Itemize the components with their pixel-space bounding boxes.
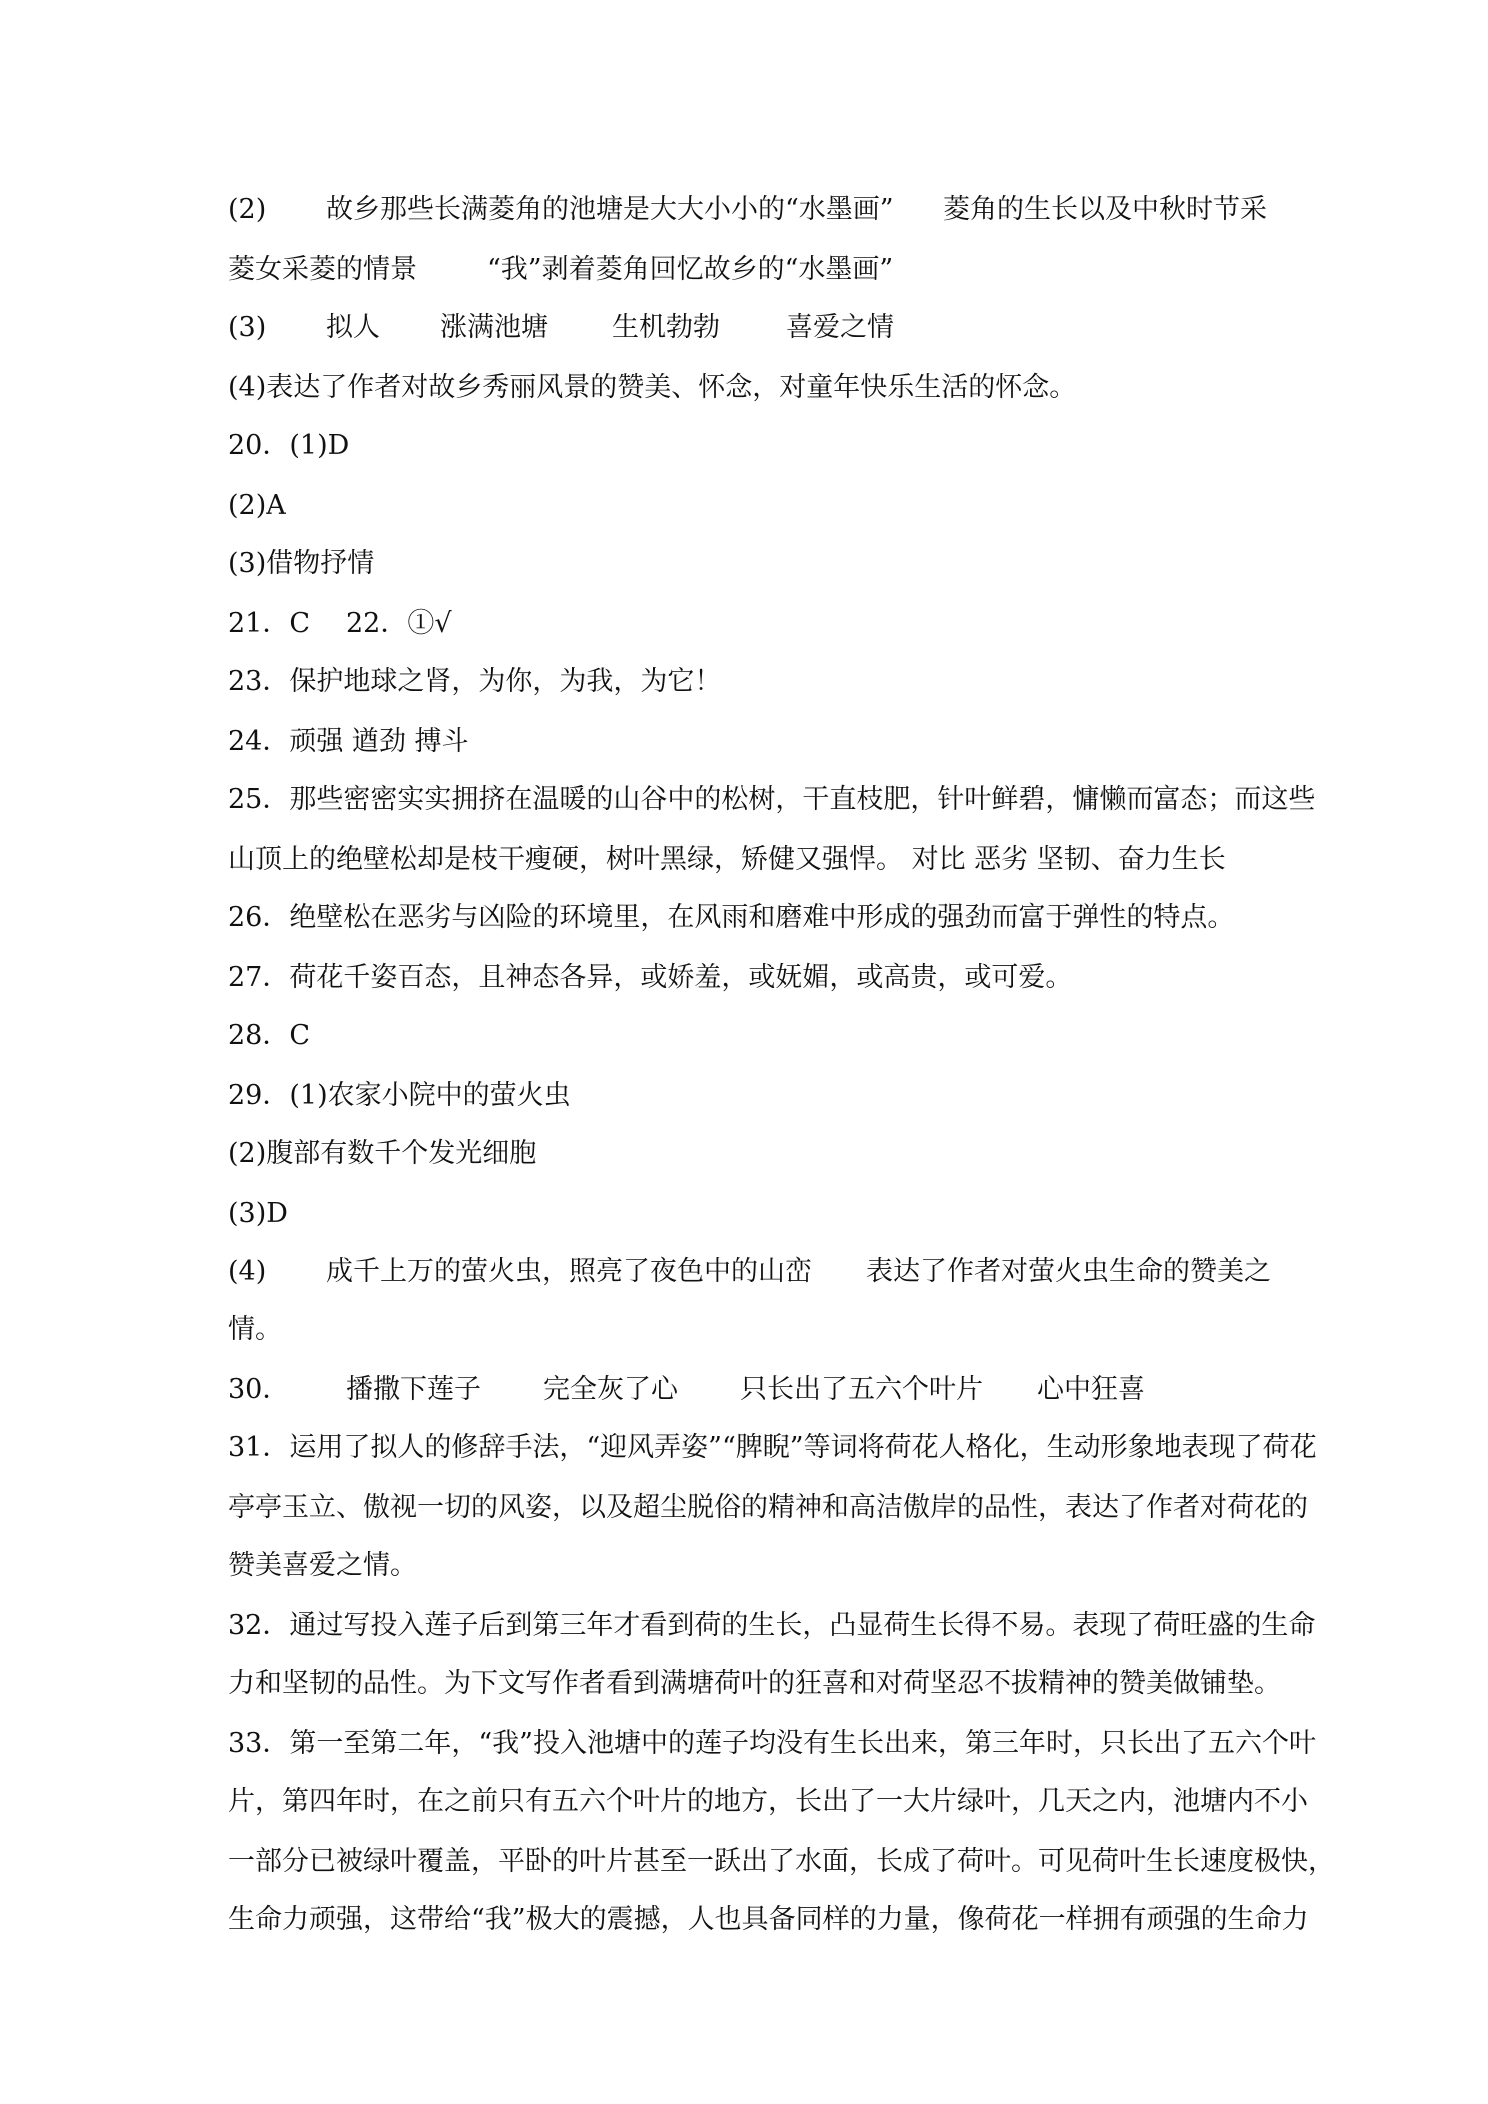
answer-text: 20．(1)D	[228, 430, 350, 461]
answer-text: 31．运用了拟人的修辞手法，“迎风弄姿”“脾睨”等词将荷花人格化，生动形象地表现了荷花	[228, 1432, 1317, 1463]
answer-text: (2)A	[228, 490, 286, 521]
answer-segment: 播撒下莲子	[346, 1374, 481, 1405]
answer-segment: 拟人	[326, 312, 380, 343]
answer-text: 一部分已被绿叶覆盖，平卧的叶片甚至一跃出了水面，长成了荷叶。可见荷叶生长速度极快，	[228, 1846, 1335, 1877]
answer-text: 亭亭玉立、傲视一切的风姿，以及超尘脱俗的精神和高洁傲岸的品性，表达了作者对荷花的	[228, 1492, 1308, 1523]
answer-segment: 喜爱之情	[786, 312, 894, 343]
answer-text: (4)表达了作者对故乡秀丽风景的赞美、怀念，对童年快乐生活的怀念。	[228, 372, 1077, 403]
answer-text: 赞美喜爱之情。	[228, 1550, 417, 1581]
answer-marker: (2)	[228, 194, 267, 225]
answer-segment: 只长出了五六个叶片	[740, 1374, 983, 1405]
answer-text: 28．C	[228, 1020, 311, 1051]
answer-text: 33．第一至第二年，“我”投入池塘中的莲子均没有生长出来，第三年时，只长出了五六个叶	[228, 1728, 1316, 1759]
answer-marker: 30．	[228, 1374, 290, 1405]
answer-text: 生命力顽强，这带给“我”极大的震撼，人也具备同样的力量，像荷花一样拥有顽强的生命力	[228, 1904, 1309, 1935]
answer-text: 片，第四年时，在之前只有五六个叶片的地方，长出了一大片绿叶，几天之内，池塘内不小	[228, 1786, 1308, 1817]
answer-text: 26．绝壁松在恶劣与凶险的环境里，在风雨和磨难中形成的强劲而富于弹性的特点。	[228, 902, 1235, 933]
answer-segment: 表达了作者对萤火虫生命的赞美之	[866, 1256, 1271, 1287]
answer-text: 25．那些密密实实拥挤在温暖的山谷中的松树，干直枝肥，针叶鲜碧，慵懒而富态；而这些	[228, 784, 1316, 815]
answer-text: 29．(1)农家小院中的萤火虫	[228, 1080, 571, 1111]
answer-text: 27．荷花千姿百态，且神态各异，或娇羞，或妩媚，或高贵，或可爱。	[228, 962, 1073, 993]
answer-segment: “我”剥着菱角回忆故乡的“水墨画”	[487, 254, 894, 285]
answer-text: 力和坚韧的品性。为下文写作者看到满塘荷叶的狂喜和对荷坚忍不拔精神的赞美做铺垫。	[228, 1668, 1281, 1699]
answer-text: (3)借物抒情	[228, 548, 375, 579]
answer-segment: 涨满池塘	[440, 312, 548, 343]
answer-text: (2)腹部有数千个发光细胞	[228, 1138, 537, 1169]
answer-text: 22．①√	[346, 608, 452, 639]
answer-marker: (4)	[228, 1256, 267, 1287]
answer-text: 32．通过写投入莲子后到第三年才看到荷的生长，凸显荷生长得不易。表现了荷旺盛的生命	[228, 1610, 1316, 1641]
answer-text: (3)D	[228, 1198, 288, 1229]
answer-text: 21．C	[228, 608, 311, 639]
answer-segment: 菱角的生长以及中秋时节采	[943, 194, 1267, 225]
answer-segment: 完全灰了心	[543, 1374, 678, 1405]
answer-segment: 生机勃勃	[612, 312, 720, 343]
answer-segment: 菱女采菱的情景	[228, 254, 417, 285]
answer-marker: (3)	[228, 312, 267, 343]
answer-segment: 成千上万的萤火虫，照亮了夜色中的山峦	[326, 1256, 812, 1287]
answer-text: 山顶上的绝壁松却是枝干瘦硬，树叶黑绿，矫健又强悍。 对比 恶劣 坚韧、奋力生长	[228, 844, 1226, 875]
answer-segment: 故乡那些长满菱角的池塘是大大小小的“水墨画”	[326, 194, 894, 225]
answer-text: 24．顽强 遒劲 搏斗	[228, 726, 469, 757]
answer-segment: 心中狂喜	[1037, 1374, 1145, 1405]
answer-text: 情。	[228, 1314, 282, 1345]
answer-text: 23．保护地球之肾，为你，为我，为它！	[228, 666, 722, 697]
